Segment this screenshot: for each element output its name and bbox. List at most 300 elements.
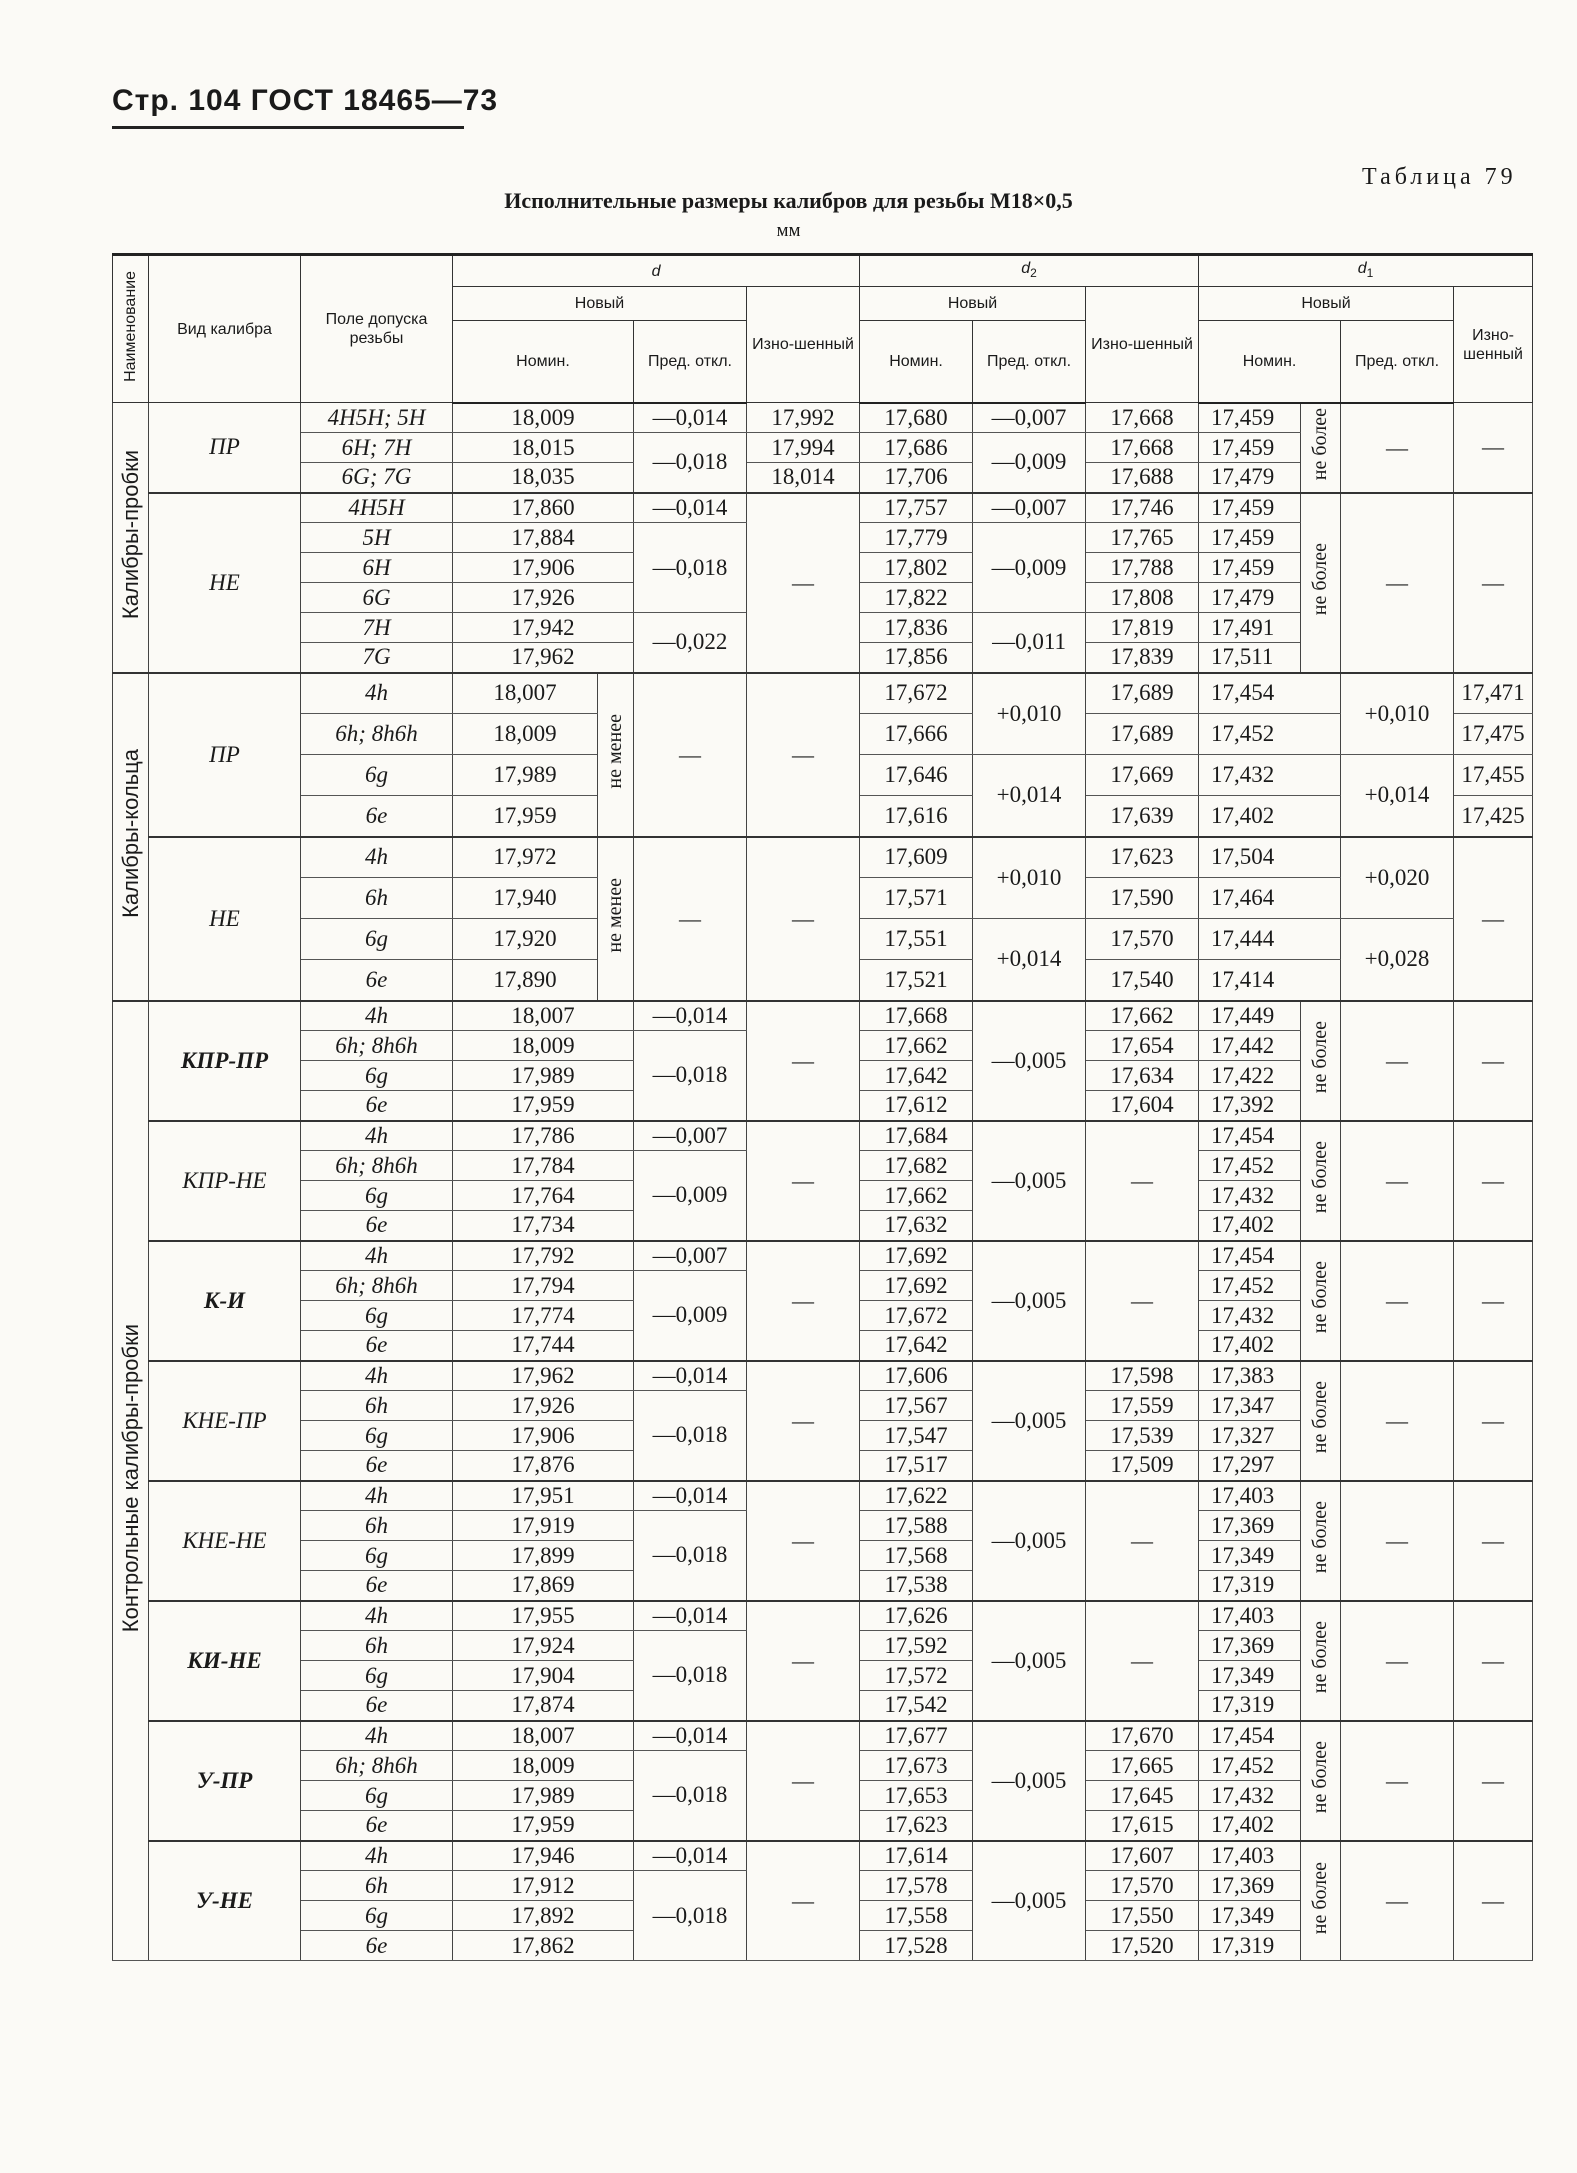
d-nominal: 17,959 (453, 1811, 634, 1841)
d1-note-cell (1301, 1121, 1341, 1241)
d1-nominal: 17,402 (1199, 1811, 1301, 1841)
d1-nominal: 17,454 (1199, 673, 1341, 714)
d2-worn: 17,520 (1086, 1931, 1199, 1961)
d2-worn: 17,559 (1086, 1391, 1199, 1421)
d2-nominal: 17,668 (860, 1001, 973, 1031)
d1-deviation: — (1341, 403, 1454, 493)
d2-nominal: 17,572 (860, 1661, 973, 1691)
d2-nominal: 17,551 (860, 919, 973, 960)
d-worn: 18,014 (747, 463, 860, 493)
header-d1: $d_1$ (1199, 255, 1533, 287)
d-deviation: —0,018 (634, 1511, 747, 1601)
table-row (113, 493, 1533, 523)
tolerance-field: 6g (301, 1661, 453, 1691)
tolerance-field: 6e (301, 1811, 453, 1841)
d-deviation: —0,018 (634, 1391, 747, 1481)
d-worn: 17,994 (747, 433, 860, 463)
d2-nominal: 17,609 (860, 837, 973, 878)
tolerance-field: 6h; 8h6h (301, 1751, 453, 1781)
d1-nominal: 17,403 (1199, 1481, 1301, 1511)
group-name-cell (113, 1001, 149, 1961)
d1-note: не более (1309, 1021, 1332, 1094)
d2-nominal: 17,677 (860, 1721, 973, 1751)
d-nominal: 17,892 (453, 1901, 634, 1931)
d-nominal: 18,007 (453, 1001, 634, 1031)
d-nominal: 17,862 (453, 1931, 634, 1961)
d2-worn: 17,668 (1086, 403, 1199, 433)
d1-worn: 17,475 (1454, 714, 1533, 755)
gauge-kind: НЕ (149, 493, 301, 673)
tolerance-field: 6h; 8h6h (301, 714, 453, 755)
d2-worn: 17,590 (1086, 878, 1199, 919)
header-rule (112, 126, 464, 129)
tolerance-field: 6g (301, 1181, 453, 1211)
d-deviation: —0,014 (634, 493, 747, 523)
d2-deviation: —0,005 (973, 1001, 1086, 1121)
d-nominal: 17,959 (453, 1091, 634, 1121)
d-worn: — (747, 1481, 860, 1601)
d2-nominal: 17,571 (860, 878, 973, 919)
tolerance-field: 4H5H; 5H (301, 403, 453, 433)
d-deviation: — (634, 673, 747, 837)
header-d1-nom: Номин. (1199, 321, 1341, 403)
gauge-kind: У-НЕ (149, 1841, 301, 1961)
d1-nominal: 17,452 (1199, 714, 1341, 755)
header-d2-nom: Номин. (860, 321, 973, 403)
header-d1-new: Новый (1199, 287, 1454, 321)
d-deviation: —0,018 (634, 1631, 747, 1721)
d1-worn: — (1454, 1721, 1533, 1841)
d-deviation: —0,014 (634, 403, 747, 433)
d2-deviation: +0,014 (973, 755, 1086, 837)
tolerance-field: 6g (301, 919, 453, 960)
d-nominal: 17,926 (453, 1391, 634, 1421)
d-nominal: 17,946 (453, 1841, 634, 1871)
d-note-cell (598, 837, 634, 1001)
d2-nominal: 17,692 (860, 1241, 973, 1271)
d2-worn: 17,788 (1086, 553, 1199, 583)
d1-nominal: 17,491 (1199, 613, 1301, 643)
d1-deviation: +0,014 (1341, 755, 1454, 837)
d-nominal: 17,874 (453, 1691, 634, 1721)
d2-worn: 17,808 (1086, 583, 1199, 613)
d1-nominal: 17,504 (1199, 837, 1341, 878)
d2-worn: — (1086, 1601, 1199, 1721)
d1-deviation: — (1341, 1121, 1454, 1241)
d2-nominal: 17,626 (860, 1601, 973, 1631)
header-d-nom: Номин. (453, 321, 634, 403)
d1-nominal: 17,369 (1199, 1511, 1301, 1541)
d1-nominal: 17,402 (1199, 796, 1341, 837)
header-d: d (453, 255, 860, 287)
gauge-kind: КНЕ-НЕ (149, 1481, 301, 1601)
d-deviation: —0,014 (634, 1721, 747, 1751)
d2-nominal: 17,567 (860, 1391, 973, 1421)
tolerance-field: 6G (301, 583, 453, 613)
gauge-kind: КНЕ-ПР (149, 1361, 301, 1481)
d2-worn: 17,654 (1086, 1031, 1199, 1061)
tolerance-field: 6h; 8h6h (301, 1031, 453, 1061)
gauge-kind: КПР-ПР (149, 1001, 301, 1121)
d2-nominal: 17,528 (860, 1931, 973, 1961)
d2-nominal: 17,588 (860, 1511, 973, 1541)
d1-worn: 17,425 (1454, 796, 1533, 837)
header-name: Наименование (113, 255, 149, 403)
d2-nominal: 17,606 (860, 1361, 973, 1391)
d1-nominal: 17,452 (1199, 1751, 1301, 1781)
d1-nominal: 17,454 (1199, 1121, 1301, 1151)
d-nominal: 17,906 (453, 1421, 634, 1451)
d-nominal: 17,744 (453, 1331, 634, 1361)
table-row (113, 1481, 1533, 1511)
d-nominal: 17,784 (453, 1151, 634, 1181)
d1-nominal: 17,432 (1199, 1181, 1301, 1211)
d1-deviation: — (1341, 1241, 1454, 1361)
d-worn: — (747, 493, 860, 673)
d2-deviation: —0,009 (973, 433, 1086, 493)
d-deviation: —0,014 (634, 1841, 747, 1871)
d2-nominal: 17,686 (860, 433, 973, 463)
header-field: Поле допуска резьбы (301, 255, 453, 403)
d1-nominal: 17,459 (1199, 433, 1301, 463)
d-nominal: 17,955 (453, 1601, 634, 1631)
tolerance-field: 6e (301, 960, 453, 1001)
d-nominal: 18,009 (453, 714, 598, 755)
d2-nominal: 17,592 (860, 1631, 973, 1661)
d1-nominal: 17,454 (1199, 1721, 1301, 1751)
d1-note-cell (1301, 403, 1341, 493)
tolerance-field: 6g (301, 1301, 453, 1331)
d-nominal: 17,920 (453, 919, 598, 960)
table-row (113, 1721, 1533, 1751)
d2-deviation: —0,011 (973, 613, 1086, 673)
d-worn: — (747, 1241, 860, 1361)
d-nominal: 17,951 (453, 1481, 634, 1511)
table-row (113, 1121, 1533, 1151)
d1-nominal: 17,454 (1199, 1241, 1301, 1271)
tolerance-field: 6h; 8h6h (301, 1271, 453, 1301)
table-row (113, 1841, 1533, 1871)
d2-worn: 17,689 (1086, 714, 1199, 755)
tolerance-field: 6e (301, 1331, 453, 1361)
d-worn: — (747, 1721, 860, 1841)
gauge-kind: К-И (149, 1241, 301, 1361)
header-d-dev: Пред. откл. (634, 321, 747, 403)
d-nominal: 17,942 (453, 613, 634, 643)
d-nominal: 17,959 (453, 796, 598, 837)
d-deviation: —0,018 (634, 433, 747, 493)
d-nominal: 17,899 (453, 1541, 634, 1571)
d1-deviation: +0,028 (1341, 919, 1454, 1001)
d1-nominal: 17,432 (1199, 1301, 1301, 1331)
d2-worn: 17,604 (1086, 1091, 1199, 1121)
d2-worn: — (1086, 1241, 1199, 1361)
tolerance-field: 6e (301, 1091, 453, 1121)
tolerance-field: 6g (301, 1061, 453, 1091)
d-deviation: —0,009 (634, 1151, 747, 1241)
d2-nominal: 17,692 (860, 1271, 973, 1301)
header-d2-dev: Пред. откл. (973, 321, 1086, 403)
d2-deviation: —0,007 (973, 493, 1086, 523)
d1-nominal: 17,479 (1199, 583, 1301, 613)
tolerance-field: 6h (301, 1511, 453, 1541)
gauge-kind: ПР (149, 673, 301, 837)
d2-nominal: 17,684 (860, 1121, 973, 1151)
d-nominal: 17,884 (453, 523, 634, 553)
d-nominal: 17,786 (453, 1121, 634, 1151)
gauge-kind: КПР-НЕ (149, 1121, 301, 1241)
d2-nominal: 17,672 (860, 1301, 973, 1331)
tolerance-field: 4h (301, 673, 453, 714)
d2-nominal: 17,542 (860, 1691, 973, 1721)
d-nominal: 17,906 (453, 553, 634, 583)
d-note-cell (598, 673, 634, 837)
tolerance-field: 4h (301, 1481, 453, 1511)
d2-nominal: 17,779 (860, 523, 973, 553)
d1-worn: — (1454, 1121, 1533, 1241)
d-nominal: 17,989 (453, 1061, 634, 1091)
d2-worn: 17,634 (1086, 1061, 1199, 1091)
d2-nominal: 17,680 (860, 403, 973, 433)
tolerance-field: 6h; 8h6h (301, 1151, 453, 1181)
d1-worn: 17,455 (1454, 755, 1533, 796)
d1-note: не более (1309, 1141, 1332, 1214)
tolerance-field: 6g (301, 1901, 453, 1931)
group-name-cell (113, 673, 149, 1001)
d1-nominal: 17,369 (1199, 1631, 1301, 1661)
d2-deviation: —0,005 (973, 1601, 1086, 1721)
d1-deviation: — (1341, 1481, 1454, 1601)
d2-nominal: 17,521 (860, 960, 973, 1001)
d1-note: не более (1309, 408, 1332, 481)
d2-nominal: 17,623 (860, 1811, 973, 1841)
d1-worn: — (1454, 403, 1533, 493)
d2-nominal: 17,632 (860, 1211, 973, 1241)
tolerance-field: 4h (301, 1241, 453, 1271)
d1-deviation: — (1341, 1601, 1454, 1721)
d2-nominal: 17,662 (860, 1031, 973, 1061)
table-row (113, 1601, 1533, 1631)
d2-deviation: +0,010 (973, 837, 1086, 919)
d-deviation: —0,018 (634, 1751, 747, 1841)
d-worn: — (747, 673, 860, 837)
d-nominal: 17,876 (453, 1451, 634, 1481)
tolerance-field: 6h (301, 1391, 453, 1421)
d1-nominal: 17,402 (1199, 1331, 1301, 1361)
d1-note-cell (1301, 1841, 1341, 1961)
header-d2-worn: Изно-шенный (1086, 287, 1199, 403)
d1-nominal: 17,511 (1199, 643, 1301, 673)
d2-deviation: +0,014 (973, 919, 1086, 1001)
table-number: Таблица 79 (1362, 164, 1517, 190)
d1-nominal: 17,319 (1199, 1571, 1301, 1601)
d1-nominal: 17,319 (1199, 1691, 1301, 1721)
d1-note-cell (1301, 1481, 1341, 1601)
d-nominal: 17,962 (453, 1361, 634, 1391)
table-units: мм (776, 220, 801, 241)
d-deviation: —0,014 (634, 1361, 747, 1391)
tolerance-field: 6e (301, 1691, 453, 1721)
d2-worn: 17,615 (1086, 1811, 1199, 1841)
d1-nominal: 17,459 (1199, 523, 1301, 553)
d-nominal: 17,774 (453, 1301, 634, 1331)
table-row (113, 1241, 1533, 1271)
page-number: Стр. 104 (112, 84, 242, 117)
d-deviation: —0,009 (634, 1271, 747, 1361)
d2-nominal: 17,856 (860, 643, 973, 673)
d-worn: — (747, 1601, 860, 1721)
d1-note: не более (1309, 1261, 1332, 1334)
tolerance-field: 6e (301, 1571, 453, 1601)
d2-worn: 17,689 (1086, 673, 1199, 714)
d2-nominal: 17,616 (860, 796, 973, 837)
d-nominal: 17,924 (453, 1631, 634, 1661)
d1-deviation: — (1341, 1841, 1454, 1961)
d2-worn: 17,509 (1086, 1451, 1199, 1481)
d1-worn: — (1454, 1241, 1533, 1361)
d-nominal: 17,940 (453, 878, 598, 919)
tolerance-field: 7G (301, 643, 453, 673)
d-nominal: 17,869 (453, 1571, 634, 1601)
page-header (112, 84, 498, 118)
d1-nominal: 17,459 (1199, 493, 1301, 523)
d2-nominal: 17,666 (860, 714, 973, 755)
d2-worn: 17,662 (1086, 1001, 1199, 1031)
d2-worn: 17,598 (1086, 1361, 1199, 1391)
d1-nominal: 17,349 (1199, 1541, 1301, 1571)
d2-worn: 17,570 (1086, 919, 1199, 960)
d-nominal: 17,989 (453, 755, 598, 796)
d2-deviation: —0,005 (973, 1481, 1086, 1601)
d1-nominal: 17,432 (1199, 755, 1341, 796)
d-deviation: —0,018 (634, 1871, 747, 1961)
d1-nominal: 17,347 (1199, 1391, 1301, 1421)
d-nominal: 17,989 (453, 1781, 634, 1811)
standard-number: ГОСТ 18465—73 (250, 84, 499, 117)
d2-worn: 17,688 (1086, 463, 1199, 493)
d-nominal: 17,890 (453, 960, 598, 1001)
d2-worn: 17,645 (1086, 1781, 1199, 1811)
tolerance-field: 6H (301, 553, 453, 583)
d-nominal: 18,009 (453, 1031, 634, 1061)
d1-nominal: 17,403 (1199, 1601, 1301, 1631)
d2-worn: 17,550 (1086, 1901, 1199, 1931)
d-deviation: —0,014 (634, 1001, 747, 1031)
d2-nominal: 17,672 (860, 673, 973, 714)
d2-worn: 17,540 (1086, 960, 1199, 1001)
d1-worn: — (1454, 1481, 1533, 1601)
group-name: Калибры-пробки (117, 449, 143, 619)
d1-nominal: 17,422 (1199, 1061, 1301, 1091)
table-row (113, 837, 1533, 878)
d-nominal: 18,035 (453, 463, 634, 493)
d2-worn: 17,746 (1086, 493, 1199, 523)
header-d-new: Новый (453, 287, 747, 321)
d-nominal: 18,007 (453, 1721, 634, 1751)
d2-nominal: 17,662 (860, 1181, 973, 1211)
d1-nominal: 17,442 (1199, 1031, 1301, 1061)
d1-nominal: 17,452 (1199, 1151, 1301, 1181)
d2-worn: — (1086, 1481, 1199, 1601)
d1-note-cell (1301, 1601, 1341, 1721)
d-worn: — (747, 837, 860, 1001)
d2-nominal: 17,682 (860, 1151, 973, 1181)
tolerance-field: 4h (301, 837, 453, 878)
d1-note: не более (1309, 1621, 1332, 1694)
d-deviation: — (634, 837, 747, 1001)
d2-worn: 17,665 (1086, 1751, 1199, 1781)
d-worn: — (747, 1121, 860, 1241)
gauge-kind: У-ПР (149, 1721, 301, 1841)
tolerance-field: 6H; 7H (301, 433, 453, 463)
tolerance-field: 6g (301, 1541, 453, 1571)
d2-worn: 17,839 (1086, 643, 1199, 673)
d-nominal: 18,015 (453, 433, 634, 463)
d-nominal: 18,007 (453, 673, 598, 714)
header-d-worn: Изно-шенный (747, 287, 860, 403)
d1-note: не более (1309, 543, 1332, 616)
d2-nominal: 17,578 (860, 1871, 973, 1901)
d1-nominal: 17,459 (1199, 553, 1301, 583)
d-deviation: —0,018 (634, 1031, 747, 1121)
d1-deviation: +0,020 (1341, 837, 1454, 919)
table-title: Исполнительные размеры калибров для резьбы М18×0,5 (504, 188, 1073, 213)
d-nominal: 17,912 (453, 1871, 634, 1901)
d1-worn: — (1454, 1601, 1533, 1721)
d2-nominal: 17,622 (860, 1481, 973, 1511)
d2-worn: 17,623 (1086, 837, 1199, 878)
d1-deviation: — (1341, 1721, 1454, 1841)
d2-nominal: 17,614 (860, 1841, 973, 1871)
d1-nominal: 17,349 (1199, 1901, 1301, 1931)
d2-deviation: +0,010 (973, 673, 1086, 755)
d1-nominal: 17,349 (1199, 1661, 1301, 1691)
d1-nominal: 17,464 (1199, 878, 1341, 919)
d1-deviation: — (1341, 1361, 1454, 1481)
tolerance-field: 4h (301, 1121, 453, 1151)
header-d2: $d_2$ (860, 255, 1199, 287)
d-deviation: —0,014 (634, 1481, 747, 1511)
gauge-kind: КИ-НЕ (149, 1601, 301, 1721)
table-row (113, 1001, 1533, 1031)
d1-note: не более (1309, 1741, 1332, 1814)
d-deviation: —0,007 (634, 1121, 747, 1151)
d2-worn: 17,668 (1086, 433, 1199, 463)
tolerance-field: 4H5H (301, 493, 453, 523)
d1-note: не более (1309, 1861, 1332, 1934)
d2-worn: 17,765 (1086, 523, 1199, 553)
table-row (113, 1361, 1533, 1391)
d2-nominal: 17,642 (860, 1061, 973, 1091)
d2-nominal: 17,558 (860, 1901, 973, 1931)
d-nominal: 17,734 (453, 1211, 634, 1241)
d1-nominal: 17,319 (1199, 1931, 1301, 1961)
header-d1-dev: Пред. откл. (1341, 321, 1454, 403)
d2-deviation: —0,009 (973, 523, 1086, 613)
table-row (113, 673, 1533, 714)
d2-nominal: 17,653 (860, 1781, 973, 1811)
d1-note-cell (1301, 1721, 1341, 1841)
header-d1-worn: Изно-шенный (1454, 287, 1533, 403)
tolerance-field: 4h (301, 1841, 453, 1871)
d-nominal: 17,919 (453, 1511, 634, 1541)
header-kind: Вид калибра (149, 255, 301, 403)
tolerance-field: 6g (301, 1421, 453, 1451)
d-deviation: —0,022 (634, 613, 747, 673)
tolerance-field: 6h (301, 1631, 453, 1661)
d-note: не менее (604, 878, 626, 953)
d2-deviation: —0,005 (973, 1841, 1086, 1961)
